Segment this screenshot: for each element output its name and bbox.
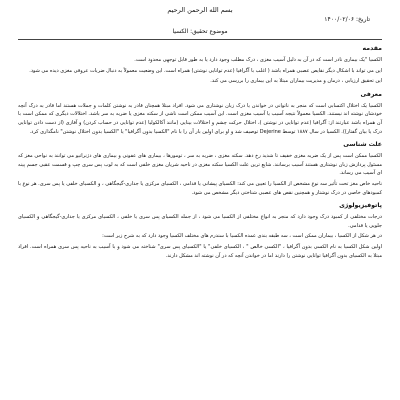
- basmala: بسم الله الرحمن الرحیم: [167, 6, 233, 14]
- paragraph: الکسیا ممکن است پس از یک ضربه مغزی خفیف تا شدید رخ دهد. سکته مغزی ، ضربه به سر ، تومورها ، بیماری های عفونی و بیماری های دژنراتیو می توانند به نواحی مغز که مسئول پردازش زبان نوشتاری هستند آسیب برسانند. شایع ترین علت الکسیا سکته مغزی در ناحیه شریان مغزی خلفی است که به لوب پس سری چپ و قسمت عقبی جسم پینه ای آسیب می رساند.: [18, 153, 382, 177]
- section-heading: علت شناسی: [343, 141, 382, 149]
- section-overview: [18, 91, 382, 136]
- section-etiology: [18, 141, 382, 197]
- paragraph: این تحقیق ارزیابی ، درمان و مدیریت بیماران مبتلا به این بیماری را بررسی می کند.: [210, 78, 382, 85]
- section-pathophysiology: [18, 202, 382, 260]
- section-introduction: [18, 45, 382, 86]
- paragraph: درجات مختلفی از کمبود درک وجود دارد که منجر به انواع مختلفی از الکسیا می شود ، از جمله الکسیای پس سری یا خلفی ، الکسیای مرکزی یا جداری-گیجگاهی و الکسیای جلویی یا قدامی.: [18, 214, 382, 229]
- document-date: تاریخ: ۱۴۰۰/۰۲/۰۶: [324, 16, 370, 23]
- paragraph: الکسیا یک اختلال اکتسابی است که منجر به ناتوانی در خواندن یا درک زبان نوشتاری می شود. افراد مبتلا همچنان قادر به نوشتن کلمات و جملات هستند اما قادر به درک آنچه خودشان نوشته اند نیستند. الکسیا معمولاً نتیجه آسیب یا آسیب مغزی است. این آسیب ممکن است ناشی از سکته مغزی یا ضربه به سر باشد. اختلالات دیگری که ممکن است با آن همراه باشد عبارتند از: آگرافیا (عدم توانایی در نوشتن )، اختلال حرکت چشم و اختلالات بینایی (مانند آکالکولیا (عدم توانایی در حساب کردن) و آفازی (از دست دادن توانایی درک یا بیان گفتار)). الکسیا در سال ۱۸۸۷ توسط Dejerine توصیف شد و او برای اولین بار آن را با نام "الکسیا بدون آگرافیا" یا "الکسیا بدون اختلال نوشتن" نامگذاری کرد.: [18, 102, 382, 135]
- paragraph: اولین شکل الکسیا به نام الکسی بدون آگرافیا ، "الکسی خالص " ، الکسیای خلفی" یا "الکسیای پس سری" شناخته می شود و با آسیب به ناحیه پس سری همراه است. افراد مبتلا به الکسیای بدون آگرافیا توانایی نوشتن را دارند اما در خواندن آنچه که در آن نوشته اند مشکل دارند.: [18, 243, 382, 259]
- document-subject: موضوع تحقیق: الکسیا: [172, 28, 228, 35]
- page-bottom-fade: [0, 390, 400, 400]
- paragraph: ناحیه خاص مغز تحت تأثیر سه نوع مشخص از الکسیا را تعیین می کند: الکسیای پیشانی یا قدامی ، الکسیای مرکزی یا جداری-گیجگاهی ، و الکسیای خلفی یا پس سری. هر نوع با کمبودهای خاصی در درک نوشتار و همچنین نقص های عصبی شناختی دیگر مشخص می شود.: [18, 180, 382, 196]
- paragraph: در هر شکل از الکسیا ، بیماران ممکن است ، سه طبقه بندی عمده الکسیا با سندرم های مختلف الکسیا وجود دارد که به شرح زیر است:: [102, 233, 382, 240]
- paragraph: الکسیا "یک بیماری نادر است که در آن به دلیل آسیب مغزی ، درک مطلب وجود دارد یا به طور قابل توجهی محدود است.: [134, 57, 382, 63]
- paragraph: این می تواند با اشکال دیگر نقایص عصبی همراه باشد ( اغلب با آگرافیا (عدم توانایی نوشتن) همراه است. این وضعیت معمولاً به دنبال ضربات عروقی مغزی دیده می شود.: [29, 67, 382, 74]
- section-heading: معرفی: [360, 90, 382, 98]
- section-heading: پاتوفیزیولوژی: [339, 202, 382, 210]
- section-heading: مقدمه: [362, 45, 382, 52]
- header-divider: [18, 39, 382, 40]
